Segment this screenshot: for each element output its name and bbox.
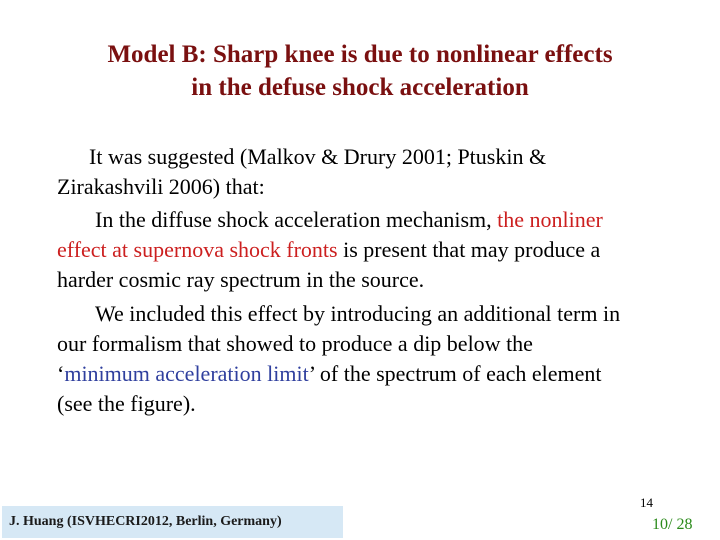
mechanism-text: In the diffuse shock acceleration mechanism,: [95, 207, 498, 232]
shock-fronts-highlight: effect at supernova shock fronts: [57, 237, 338, 262]
mechanism-text: is present that may produce a: [337, 237, 601, 262]
formalism-line-1: We included this effect by introducing an additional term in: [95, 301, 621, 326]
slide-title-line-2: in the defuse shock acceleration: [191, 74, 529, 101]
mechanism-line-1: [57, 205, 603, 235]
mechanism-paragraph: [57, 205, 603, 295]
intro-line-1: It was suggested (Malkov & Drury 2001; Ptuskin &: [89, 144, 547, 169]
formalism-line-3: [57, 359, 620, 389]
formalism-text: of the spectrum of each element: [314, 361, 602, 386]
mechanism-line-3: harder cosmic ray spectrum in the source.: [57, 267, 425, 292]
mechanism-line-2: [57, 235, 603, 265]
nonlinear-effect-highlight: the nonliner: [497, 207, 603, 232]
formalism-paragraph: [57, 299, 620, 419]
page-number: 14: [640, 495, 653, 510]
minimum-acceleration-limit-highlight: minimum acceleration limit: [64, 361, 309, 386]
open-quote: ‘: [57, 361, 65, 386]
close-quote: ’: [308, 361, 315, 386]
footer-citation: J. Huang (ISVHECRI2012, Berlin, Germany): [2, 506, 343, 538]
formalism-line-2: our formalism that showed to produce a dip below the: [57, 331, 533, 356]
intro-line-2: Zirakashvili 2006) that:: [57, 174, 265, 199]
slide-counter: 10/ 28: [652, 516, 693, 533]
formalism-line-4: (see the figure).: [57, 391, 196, 416]
slide-title: [0, 38, 720, 104]
slide-title-line-1: Model B: Sharp knee is due to nonlinear effects: [107, 41, 613, 68]
intro-paragraph: [57, 142, 546, 202]
